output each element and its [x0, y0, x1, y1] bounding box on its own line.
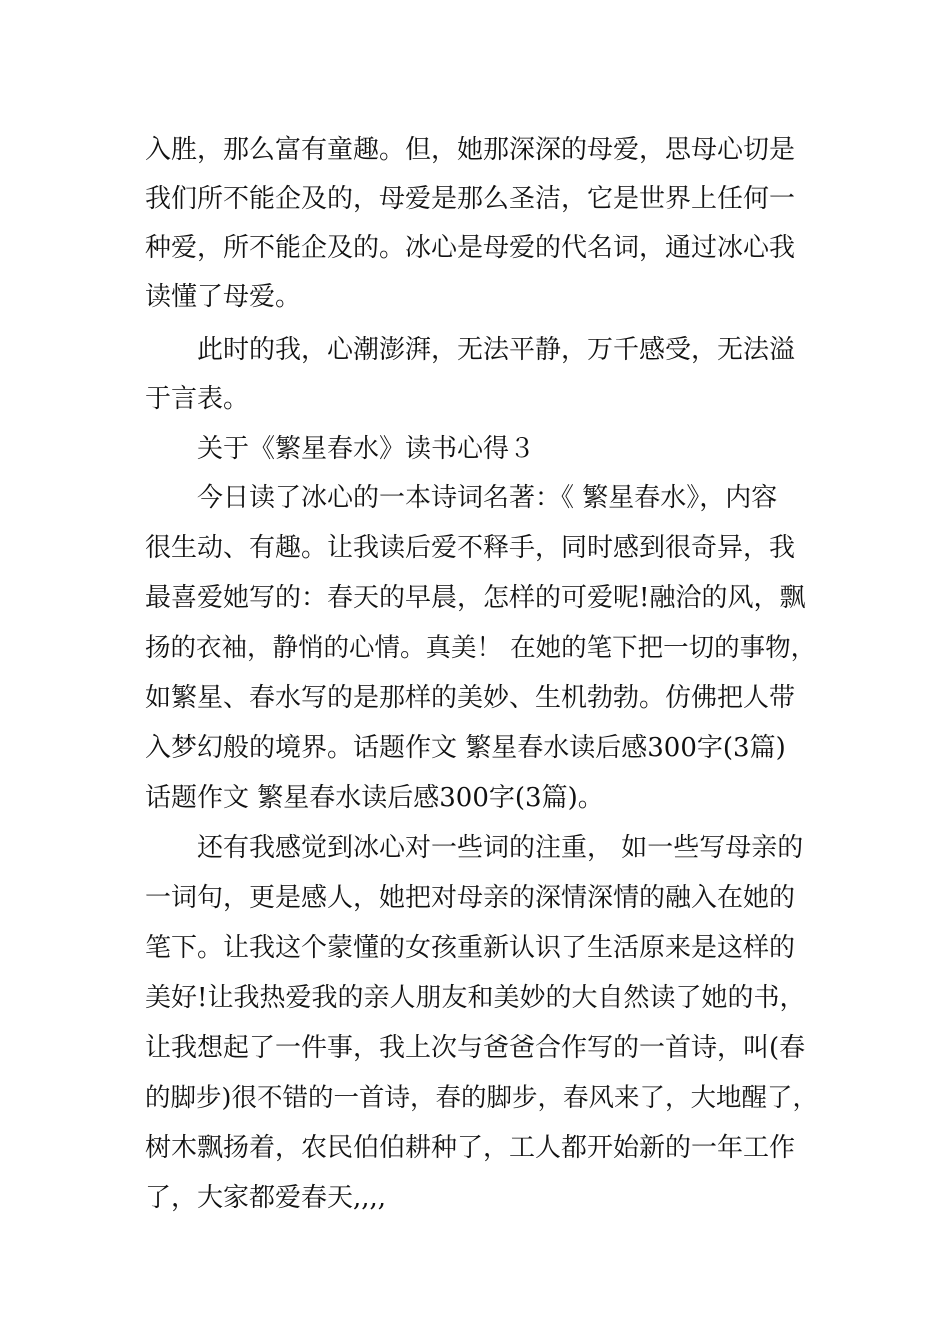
- text-line-17: 笔下。让我这个蒙懂的女孩重新认识了生活原来是这样的: [145, 933, 796, 963]
- text-line-21: 树木飘扬着，农民伯伯耕种了，工人都开始新的一年工作: [145, 1133, 796, 1163]
- text-line-19: 让我想起了一件事，我上次与爸爸合作写的一首诗，叫(春: [145, 1033, 806, 1063]
- text-line-9: 很生动、有趣。让我读后爱不释手，同时感到很奇异，我: [145, 533, 796, 563]
- text-line-4: 读懂了母爱。: [145, 282, 302, 312]
- text-line-3: 种爱，所不能企及的。冰心是母爱的代名词，通过冰心我: [145, 233, 796, 263]
- text-line-10: 最喜爱她写的：春天的早晨，怎样的可爱呢!融洽的风，飘: [145, 583, 806, 613]
- text-line-12: 如繁星、春水写的是那样的美妙、生机勃勃。仿佛把人带: [145, 683, 796, 713]
- text-line-13: 入梦幻般的境界。话题作文 繁星春水读后感300字(3篇): [145, 733, 786, 763]
- text-line-6: 于言表。: [145, 384, 250, 414]
- text-line-5: 此时的我，心潮澎湃，无法平静，万千感受，无法溢: [197, 335, 796, 365]
- text-line-1: 入胜，那么富有童趣。但，她那深深的母爱，思母心切是: [145, 135, 796, 165]
- text-line-22: 了，大家都爱春天,,,,: [145, 1183, 387, 1213]
- text-line-18: 美好!让我热爱我的亲人朋友和美妙的大自然读了她的书，: [145, 983, 806, 1013]
- text-line-14: 话题作文 繁星春水读后感300字(3篇)。: [145, 783, 604, 813]
- section-heading: 关于《繁星春水》读书心得３: [197, 434, 536, 464]
- text-line-20: 的脚步)很不错的一首诗，春的脚步，春风来了，大地醒了，: [145, 1083, 818, 1113]
- text-line-16: 一词句，更是感人，她把对母亲的深情深情的融入在她的: [145, 883, 796, 913]
- text-line-2: 我们所不能企及的，母爱是那么圣洁，它是世界上任何一: [145, 184, 796, 214]
- text-line-15: 还有我感觉到冰心对一些词的注重， 如一些写母亲的: [197, 833, 804, 863]
- text-line-11: 扬的衣袖，静悄的心情。真美！ 在她的笔下把一切的事物，: [145, 633, 817, 663]
- text-line-8: 今日读了冰心的一本诗词名著：《 繁星春水》，内容: [197, 483, 778, 513]
